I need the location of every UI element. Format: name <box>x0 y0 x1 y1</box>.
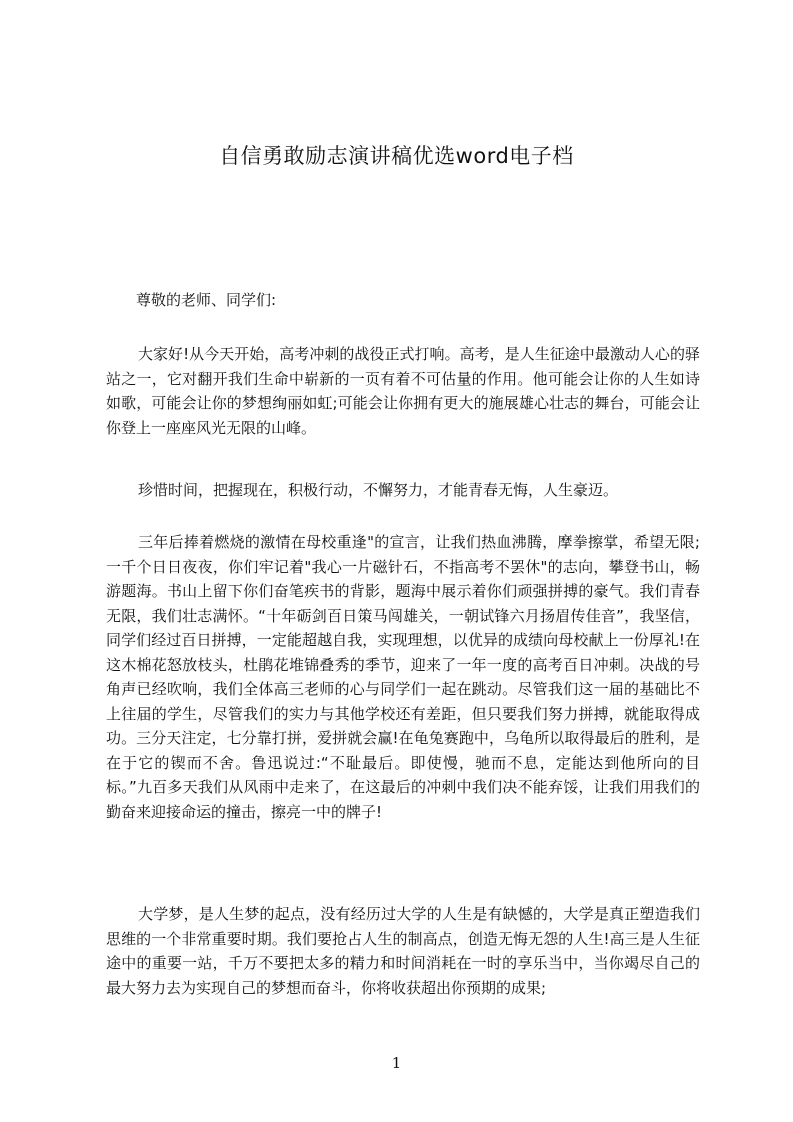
paragraph-2: 珍惜时间，把握现在，积极行动，不懈努力，才能青春无悔，人生豪迈。 <box>138 481 619 499</box>
document-title: 自信勇敢励志演讲稿优选word电子档 <box>219 144 574 168</box>
salutation: 尊敬的老师、同学们: <box>136 291 277 309</box>
paragraph-3: 三年后捧着燃烧的激情在母校重逢"的宣言，让我们热血沸腾，摩拳擦掌，希望无限;一千个日日夜夜，你们牢记着"我心一片磁针石，不指高考不罢休"的志向，攀登书山，畅游题海。书山上留下你们奋笔疾书的背影，题海中展示着你们顽强拼搏的豪气。我们青春无限，我们壮志满怀。“十年砺剑百日策马闯雄关，一朝试锋六月扬眉传佳音”，我坚信，同学们经过百日拼搏，一定能超越自我，实现理想，以优异的成绩向母校献上一份厚礼!在这木棉花怒放枝头，杜鹃花堆锦叠秀的季节，迎来了一年一度的高考百日冲刺。决战的号角声已经吹响，我们全体高三老师的心与同学们一起在跳动。尽管我们这一届的基础比不上往届的学生，尽管我们的实力与其他学校还有差距，但只要我们努力拼搏，就能取得成功。三分天注定，七分靠打拼，爱拼就会赢!在龟兔赛跑中，乌龟所以取得最后的胜利，是在于它的锲而不舍。鲁迅说过:“不耻最后。即使慢，驰而不息，定能达到他所向的目标。”九百多天我们从风雨中走来了，在这最后的冲刺中我们决不能弃馁，让我们用我们的勤奋来迎接命运的撞击，擦亮一中的牌子! <box>106 533 700 821</box>
page-number: 1 <box>391 1054 402 1072</box>
paragraph-4: 大学梦，是人生梦的起点，没有经历过大学的人生是有缺憾的，大学是真正塑造我们思维的一个非常重要时期。我们要抢占人生的制高点，创造无悔无怨的人生!高三是人生征途中的重要一站，千万不要把太多的精力和时间消耗在一时的享乐当中，当你竭尽自己的最大努力去为实现自己的梦想而奋斗，你将收获超出你预期的成果; <box>106 905 700 997</box>
paragraph-1: 大家好!从今天开始，高考冲刺的战役正式打响。高考，是人生征途中最激动人心的驿站之一，它对翻开我们生命中崭新的一页有着不可估量的作用。他可能会让你的人生如诗如歌，可能会让你的梦想绚丽如虹;可能会让你拥有更大的施展雄心壮志的舞台，可能会让你登上一座座风光无限的山峰。 <box>106 345 700 437</box>
